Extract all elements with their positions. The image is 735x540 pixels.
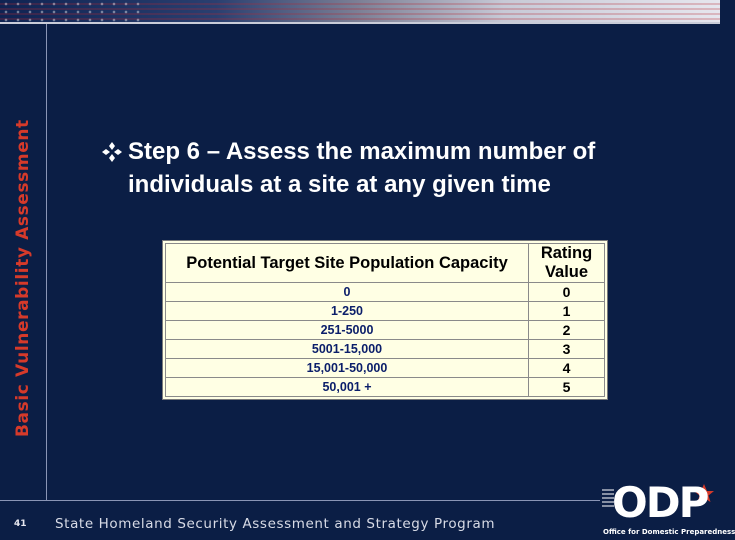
rating-cell: 2 [529, 321, 605, 340]
page-number: 41 [14, 519, 27, 529]
capacity-cell: 251-5000 [166, 321, 529, 340]
rating-cell: 0 [529, 283, 605, 302]
banner-divider [0, 22, 720, 24]
rating-cell: 4 [529, 359, 605, 378]
table-row [166, 302, 605, 321]
table-row [166, 378, 605, 397]
rating-cell: 3 [529, 340, 605, 359]
header-capacity: Potential Target Site Population Capacity [166, 244, 529, 283]
capacity-cell: 50,001 + [166, 378, 529, 397]
table-row [166, 340, 605, 359]
table-row [166, 283, 605, 302]
rating-table [165, 243, 605, 397]
table-row [166, 321, 605, 340]
capacity-cell: 1-250 [166, 302, 529, 321]
bullet-text: Step 6 – Assess the maximum number of individuals at a site at any given time [128, 138, 596, 198]
header-rating: Rating Value [529, 244, 605, 283]
table-row [166, 359, 605, 378]
footer-divider [0, 500, 600, 501]
side-title: Basic Vulnerability Assessment [13, 119, 33, 437]
rating-table-frame [162, 240, 608, 400]
capacity-cell: 0 [166, 283, 529, 302]
diamond-bullet-icon [100, 140, 124, 164]
capacity-cell: 5001-15,000 [166, 340, 529, 359]
side-divider [46, 24, 47, 500]
rating-cell: 1 [529, 302, 605, 321]
capacity-cell: 15,001-50,000 [166, 359, 529, 378]
rating-cell: 5 [529, 378, 605, 397]
logo-wordmark: ODP [612, 478, 708, 527]
flag-banner [0, 0, 720, 22]
table-header-row [166, 244, 605, 283]
footer-program-name: State Homeland Security Assessment and Strategy Program [55, 516, 496, 532]
logo-caption: Office for Domestic Preparedness [603, 528, 735, 536]
